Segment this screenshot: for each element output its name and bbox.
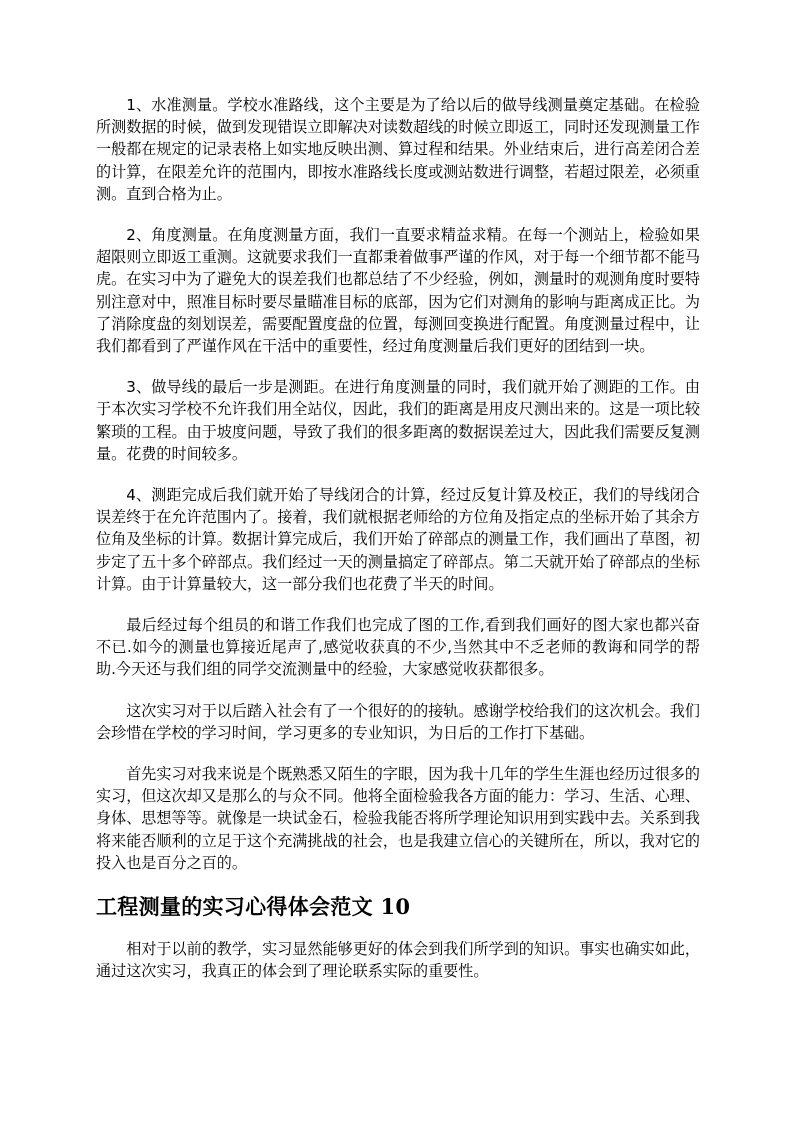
paragraph-gratitude: 这次实习对于以后踏入社会有了一个很好的的接轨。感谢学校给我们的这次机会。我们会珍惜在学校的学习时间，学习更多的专业知识，为日后的工作打下基础。 [96, 701, 700, 742]
paragraph-finishing: 最后经过每个组员的和谐工作我们也完成了图的工作,看到我们画好的图大家也都兴奋不已.如今的测量也算接近尾声了,感觉收获真的不少,当然其中不乏老师的教诲和同学的帮助.今天还与我们组的同学交流测量中的经验，大家感觉收获都很多。 [96, 616, 700, 679]
paragraph-angle-measurement: 2、角度测量。在角度测量方面，我们一直要求精益求精。在每一个测站上，检验如果超限则立即返工重测。这就要求我们一直都秉着做事严谨的作风，对于每一个细节都不能马虎。在实习中为了避免大的误差我们也都总结了不少经验，例如，测量时的观测角度时要特别注意对中，照准目标时要尽量瞄准目标的底部，因为它们对测角的影响与距离成正比。为了消除度盘的刻划误差，需要配置度盘的位置，每测回变换进行配置。角度测量过程中，让我们都看到了严谨作风在干活中的重要性，经过角度测量后我们更好的团结到一块。 [96, 226, 700, 356]
paragraph-traverse-calculation: 4、测距完成后我们就开始了导线闭合的计算，经过反复计算及校正，我们的导线闭合误差终于在允许范围内了。接着，我们就根据老师给的方位角及指定点的坐标开始了其余方位角及坐标的计算。数据计算完成后，我们开始了碎部点的测量工作，我们画出了草图，初步定了五十多个碎部点。我们经过一天的测量搞定了碎部点。第二天就开始了碎部点的坐标计算。由于计算量较大，这一部分我们也花费了半天的时间。 [96, 486, 700, 593]
paragraph-theory-practice: 相对于以前的教学，实习显然能够更好的体会到我们所学到的知识。事实也确实如此，通过这次实习，我真正的体会到了理论联系实际的重要性。 [96, 940, 700, 981]
section-heading: 工程测量的实习心得体会范文 10 [96, 894, 411, 920]
paragraph-leveling: 1、水准测量。学校水准路线，这个主要是为了给以后的做导线测量奠定基础。在检验所测数据的时候，做到发现错误立即解决对读数超线的时候立即返工，同时还发现测量工作一般都在规定的记录表格上如实地反映出测、算过程和结果。外业结束后，进行高差闭合差的计算，在限差允许的范围内，即按水准路线长度或测站数进行调整，若超过限差，必须重测。直到合格为止。 [96, 96, 700, 203]
paragraph-internship-meaning: 首先实习对我来说是个既熟悉又陌生的字眼，因为我十几年的学生生涯也经历过很多的实习，但这次却又是那么的与众不同。他将全面检验我各方面的能力：学习、生活、心理、身体、思想等等。就像是一块试金石，检验我能否将所学理论知识用到实践中去。关系到我将来能否顺利的立足于这个充满挑战的社会，也是我建立信心的关键所在，所以，我对它的投入也是百分之百的。 [96, 765, 700, 872]
document-page [96, 94, 700, 1002]
paragraph-distance-measurement: 3、做导线的最后一步是测距。在进行角度测量的同时，我们就开始了测距的工作。由于本次实习学校不允许我们用全站仪，因此，我们的距离是用皮尺测出来的。这是一项比较繁琐的工程。由于坡度问题，导致了我们的很多距离的数据误差过大，因此我们需要反复测量。花费的时间较多。 [96, 378, 700, 463]
